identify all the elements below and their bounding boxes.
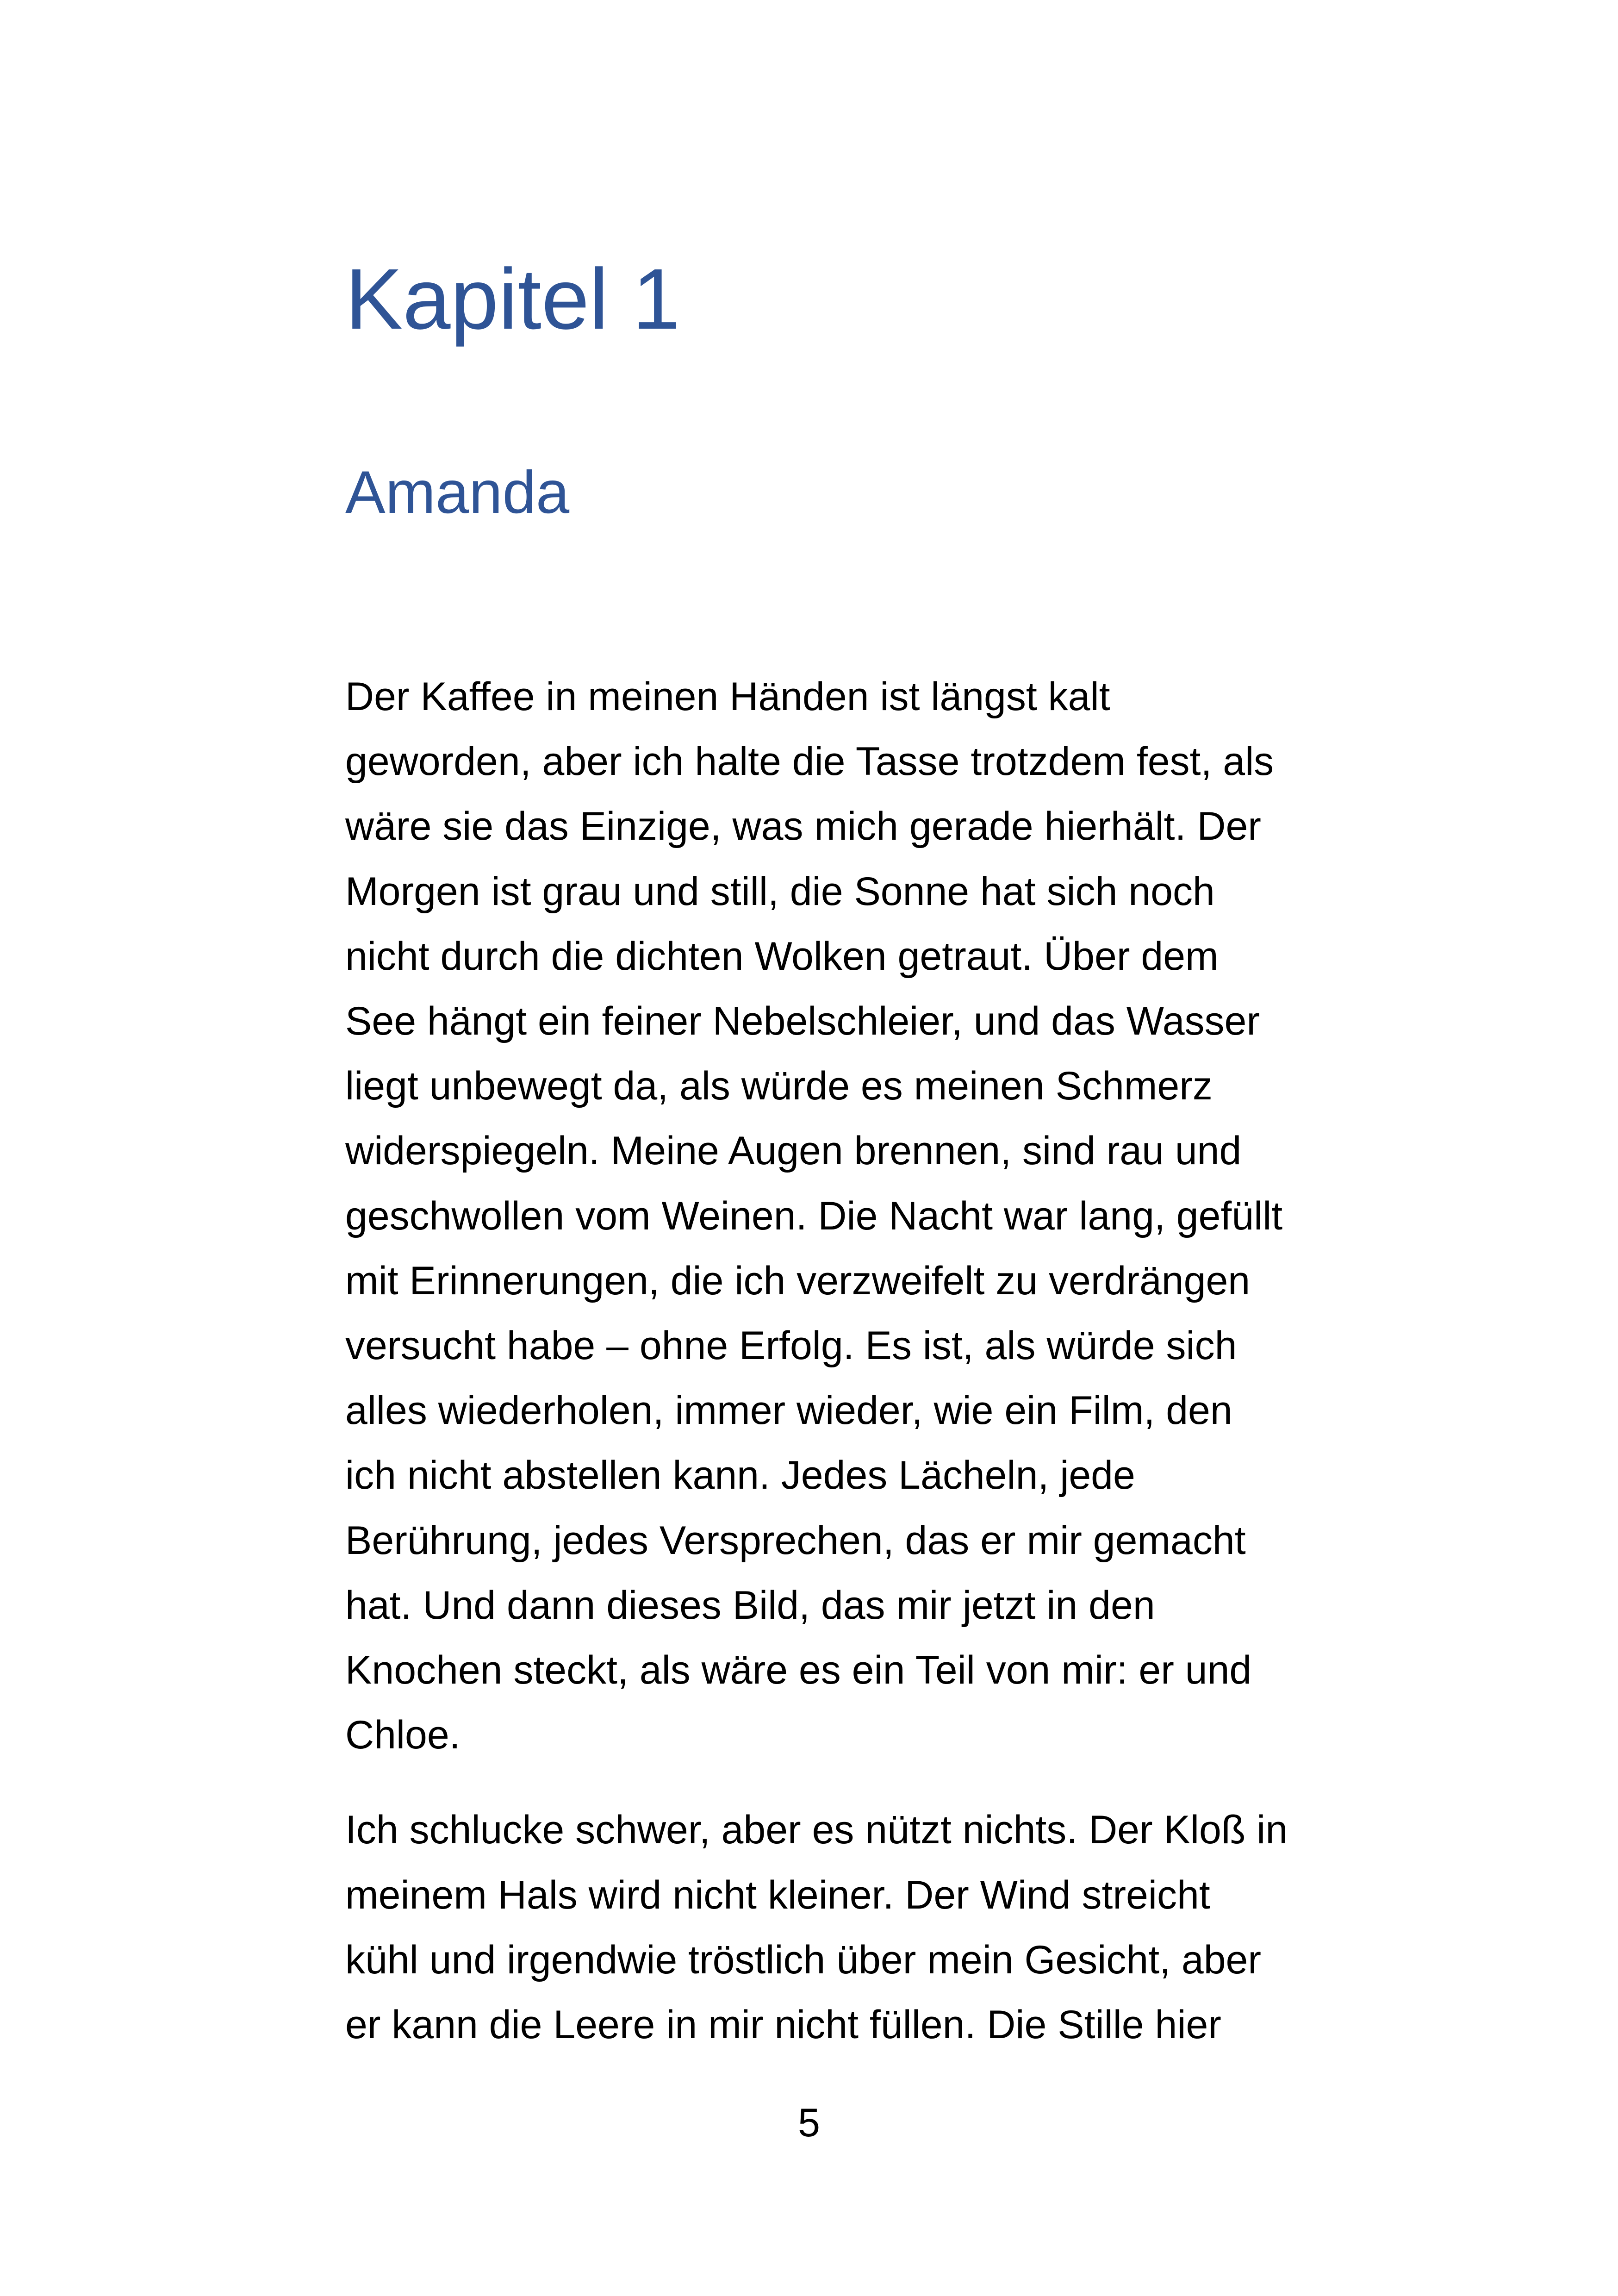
text-line: kühl und irgendwie tröstlich über mein Gesicht, aber [345, 1937, 1262, 1982]
text-line: versucht habe – ohne Erfolg. Es ist, als würde sich [345, 1323, 1237, 1368]
chapter-subtitle: Amanda [345, 458, 570, 526]
text-line: Der Kaffee in meinen Händen ist längst kalt [345, 674, 1110, 719]
text-line: Ich schlucke schwer, aber es nützt nichts. Der Kloß in [345, 1808, 1288, 1853]
paragraph [345, 664, 1382, 1767]
text-line: See hängt ein feiner Nebelschleier, und das Wasser [345, 999, 1260, 1044]
text-line: Chloe. [345, 1713, 461, 1758]
body-text [345, 664, 1382, 2087]
text-line: wäre sie das Einzige, was mich gerade hierhält. Der [345, 804, 1261, 849]
text-line: Morgen ist grau und still, die Sonne hat sich noch [345, 869, 1215, 914]
text-line: er kann die Leere in mir nicht füllen. Die Stille hier [345, 2003, 1221, 2047]
text-line: alles wiederholen, immer wieder, wie ein Film, den [345, 1388, 1232, 1433]
text-line: widerspiegeln. Meine Augen brennen, sind rau und [345, 1129, 1242, 1173]
chapter-title: Kapitel 1 [345, 251, 680, 347]
text-line: Berührung, jedes Versprechen, das er mir gemacht [345, 1518, 1246, 1563]
text-line: geworden, aber ich halte die Tasse trotzdem fest, als [345, 739, 1274, 784]
text-line: meinem Hals wird nicht kleiner. Der Wind streicht [345, 1872, 1210, 1917]
text-line: hat. Und dann dieses Bild, das mir jetzt in den [345, 1583, 1155, 1628]
paragraph [345, 1797, 1382, 2057]
page-number: 5 [798, 2101, 820, 2145]
text-line: nicht durch die dichten Wolken getraut. Über dem [345, 934, 1219, 979]
text-line: mit Erinnerungen, die ich verzweifelt zu verdrängen [345, 1258, 1251, 1303]
text-line: ich nicht abstellen kann. Jedes Lächeln, jede [345, 1453, 1135, 1498]
text-line: geschwollen vom Weinen. Die Nacht war lang, gefüllt [345, 1193, 1283, 1238]
text-line: Knochen steckt, als wäre es ein Teil von mir: er und [345, 1648, 1252, 1693]
text-line: liegt unbewegt da, als würde es meinen Schmerz [345, 1064, 1213, 1109]
